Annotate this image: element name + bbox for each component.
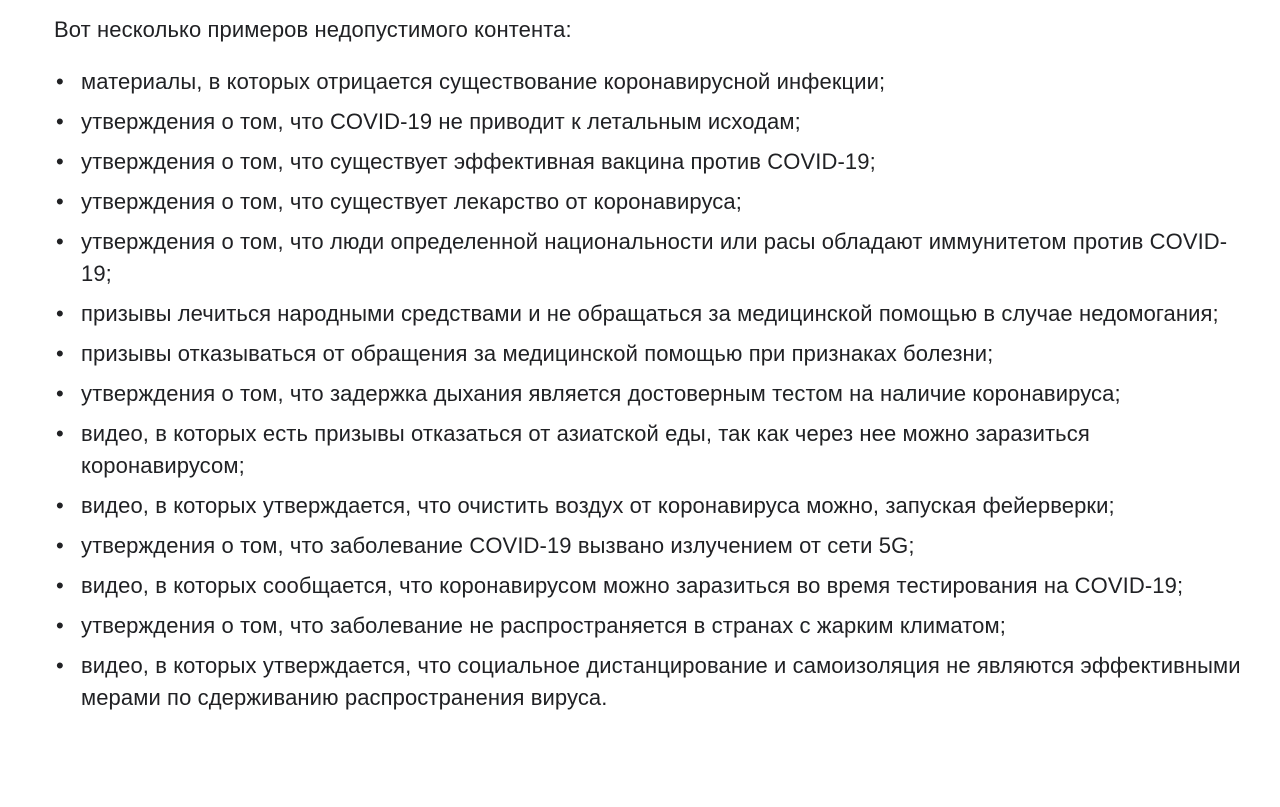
list-item-text: утверждения о том, что люди определенной национальности или расы обладают иммунитетом против COVID-19; — [81, 229, 1228, 286]
prohibited-content-list — [54, 66, 1244, 714]
list-item — [54, 378, 1244, 410]
bullet-icon: • — [56, 573, 64, 598]
list-item — [54, 146, 1244, 178]
list-item — [54, 530, 1244, 562]
list-item — [54, 226, 1244, 290]
list-item — [54, 186, 1244, 218]
bullet-icon: • — [56, 421, 64, 446]
list-item-text: видео, в которых сообщается, что коронавирусом можно заразиться во время тестирования на COVID-19; — [81, 573, 1184, 598]
intro-text: Вот несколько примеров недопустимого контента: — [54, 17, 572, 42]
bullet-icon: • — [56, 301, 64, 326]
bullet-icon: • — [56, 493, 64, 518]
list-item — [54, 418, 1244, 482]
document-body — [54, 14, 1244, 722]
list-item — [54, 106, 1244, 138]
list-item-text: утверждения о том, что заболевание COVID-19 вызвано излучением от сети 5G; — [81, 533, 915, 558]
bullet-icon: • — [56, 613, 64, 638]
list-item-text: утверждения о том, что существует эффективная вакцина против COVID-19; — [81, 149, 876, 174]
list-item-text: материалы, в которых отрицается существование коронавирусной инфекции; — [81, 69, 886, 94]
list-item-text: видео, в которых утверждается, что очистить воздух от коронавируса можно, запуская фейерверки; — [81, 493, 1115, 518]
list-item — [54, 610, 1244, 642]
list-item — [54, 298, 1244, 330]
list-item-text: утверждения о том, что существует лекарство от коронавируса; — [81, 189, 742, 214]
list-item — [54, 338, 1244, 370]
list-item-text: призывы отказываться от обращения за медицинской помощью при признаках болезни; — [81, 341, 994, 366]
list-item-text: утверждения о том, что задержка дыхания является достоверным тестом на наличие коронавируса; — [81, 381, 1121, 406]
bullet-icon: • — [56, 653, 64, 678]
list-item-text: утверждения о том, что COVID-19 не приводит к летальным исходам; — [81, 109, 801, 134]
list-item-text: видео, в которых есть призывы отказаться от азиатской еды, так как через нее можно заразиться коронавирусом; — [81, 421, 1090, 478]
bullet-icon: • — [56, 69, 64, 94]
list-item — [54, 66, 1244, 98]
list-item — [54, 650, 1244, 714]
list-item-text: призывы лечиться народными средствами и не обращаться за медицинской помощью в случае недомогания; — [81, 301, 1219, 326]
list-item-text: утверждения о том, что заболевание не распространяется в странах с жарким климатом; — [81, 613, 1006, 638]
bullet-icon: • — [56, 533, 64, 558]
bullet-icon: • — [56, 229, 64, 254]
bullet-icon: • — [56, 109, 64, 134]
bullet-icon: • — [56, 189, 64, 214]
bullet-icon: • — [56, 149, 64, 174]
list-item — [54, 490, 1244, 522]
bullet-icon: • — [56, 341, 64, 366]
list-item — [54, 570, 1244, 602]
bullet-icon: • — [56, 381, 64, 406]
list-item-text: видео, в которых утверждается, что социальное дистанцирование и самоизоляция не являются эффективными мерами по сдерживанию распространения вируса. — [81, 653, 1241, 710]
